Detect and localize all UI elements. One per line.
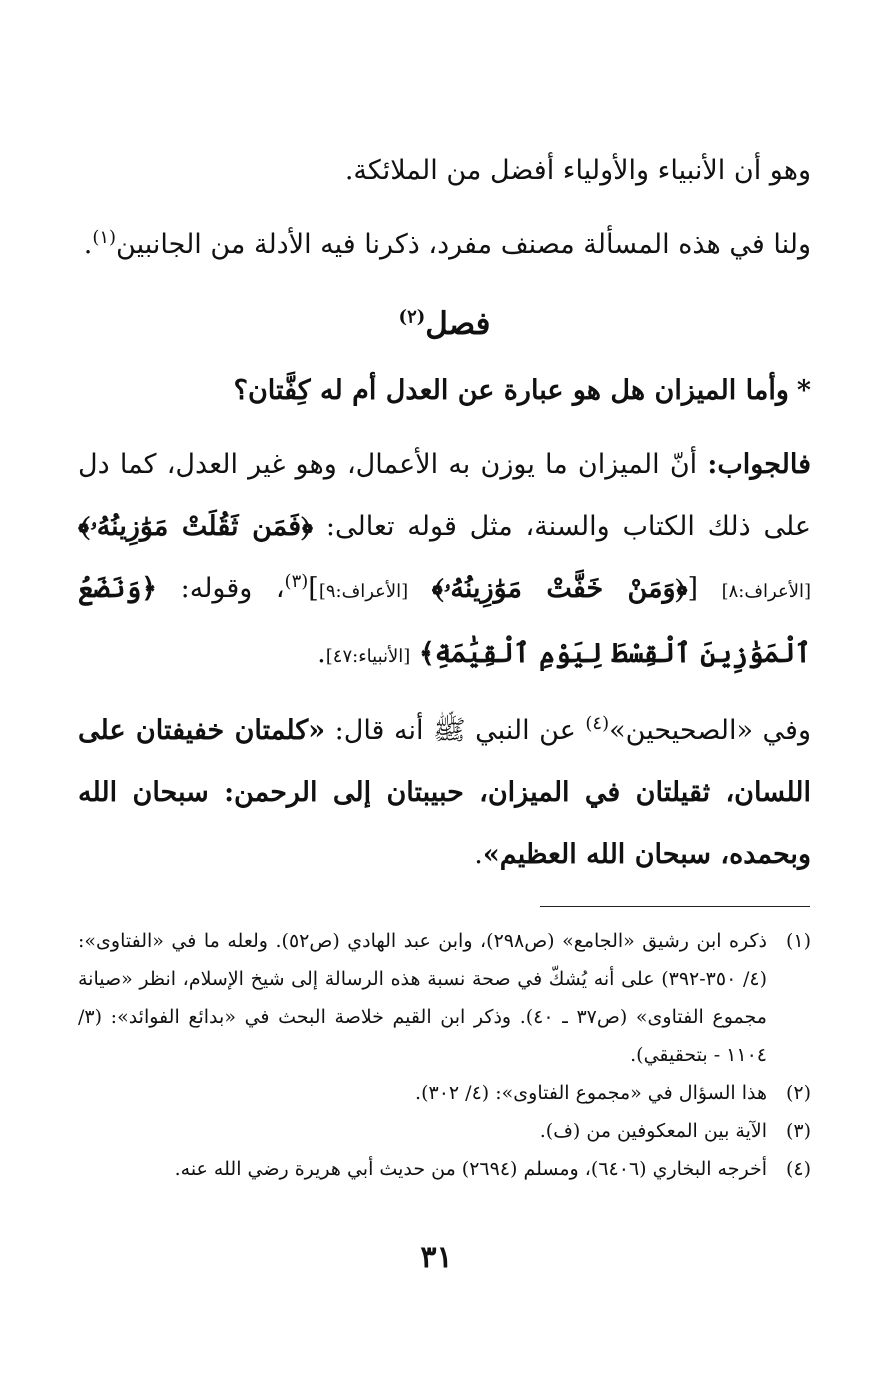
footnote-1: (١) ذكره ابن رشيق «الجامع» (ص٢٩٨)، وابن عبد الهادي (ص٥٢). ولعله ما في «الفتاوى»: (٤/ ٣٥٠-٣٩٢) على أنه يُشكّ في صحة نسبة هذه الرسالة إلى شيخ الإسلام، انظر «صيانة مجموع الفتاوى» (ص٣٧ ـ ٤٠). وذكر ابن القيم خلاصة البحث في «بدائع الفوائد»: (٣/ ١١٠٤ - بتحقيقي). [78,930,811,1066]
footnote-ref-4[interactable]: (٤) [585,713,610,734]
asterisk-icon: * [796,375,811,406]
verse-ref-2: [الأعراف:٩] [318,581,409,602]
footnote-ref-3[interactable]: (٣) [284,571,309,592]
footnote-3: (٣) الآية بين المعكوفين من (ف). [539,1120,811,1142]
verse-ref-3: [الأنبياء:٤٧] [325,646,411,667]
footnote-4: (٤) أخرجه البخاري (٦٤٠٦)، ومسلم (٢٦٩٤) من حديث أبي هريرة رضي الله عنه. [174,1158,811,1180]
hadith-paragraph: وفي «الصحيحين»$^{(٤)}$ عن النبي ﷺ أنه قال: «كلمتان خفيفتان على اللسان، ثقيلتان في الميزان، حبيبتان إلى الرحمن: سبحان الله وبحمده، سبحان الله العظيم». [78,713,811,870]
page-number: ٣١ [420,1240,453,1275]
intro-line: وهو أن الأنبياء والأولياء أفضل من الملائكة. [344,155,811,186]
footnote-2: (٢) هذا السؤال في «مجموع الفتاوى»: (٤/ ٣٠٢). [415,1082,811,1104]
quran-verse-3: ﴿وَنَضَعُ ٱلْمَوَٰزِينَ ٱلْقِسْطَ لِيَوْمِ ٱلْقِيَٰمَةِ﴾ [78,573,811,669]
answer-label: فالجواب: [707,449,811,480]
verse-ref-1: [الأعراف:٨] [721,581,811,602]
main-text [78,140,811,886]
footnote-ref-1[interactable]: (١) [92,227,117,248]
question-line: *وأما الميزان هل هو عبارة عن العدل أم له كِفَّتان؟ [233,375,811,406]
answer-paragraph: فالجواب: أنّ الميزان ما يوزن به الأعمال، وهو غير العدل، كما دل على ذلك الكتاب والسنة، مثل قوله تعالى: ﴿فَمَن ثَقُلَتْ مَوَٰزِينُهُۥ﴾ [الأعراف:٨] [﴿وَمَنْ خَفَّتْ مَوَٰزِينُهُۥ﴾ [الأعراف:٩]]$^{(٣)}$، وقوله: ﴿وَنَضَعُ ٱلْمَوَٰزِينَ ٱلْقِسْطَ لِيَوْمِ ٱلْقِيَٰمَةِ﴾ [الأنبياء:٤٧]. [78,449,811,669]
footnote-separator [540,906,810,907]
footnotes [78,922,811,1188]
quran-verse-2: ﴿وَمَنْ خَفَّتْ مَوَٰزِينُهُۥ﴾ [431,573,688,604]
section-heading: فصل$^{(٢)}$ [398,306,491,342]
hadith-quote: «كلمتان خفيفتان على اللسان، ثقيلتان في الميزان، حبيبتان إلى الرحمن: سبحان الله وبحمده، سبحان الله العظيم» [78,715,811,870]
quran-verse-1: ﴿فَمَن ثَقُلَتْ مَوَٰزِينُهُۥ﴾ [78,511,314,542]
intro-paragraph: ولنا في هذه المسألة مصنف مفرد، ذكرنا فيه الأدلة من الجانبين$^{(١)}$. [83,227,811,260]
footnote-ref-2[interactable]: (٢) [398,306,426,328]
